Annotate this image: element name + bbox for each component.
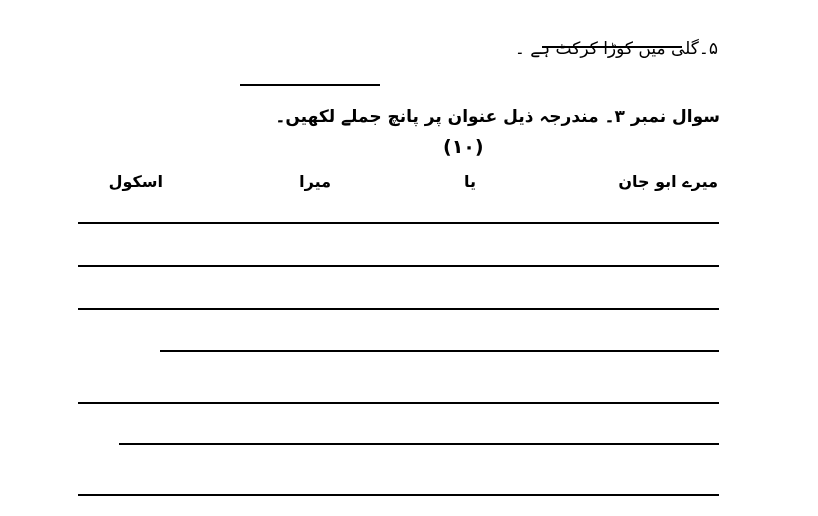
topic-option-2: میرا: [299, 172, 331, 191]
topic-option-3: اسکول: [108, 172, 163, 191]
writing-line-3[interactable]: [78, 308, 719, 310]
writing-line-4[interactable]: [160, 350, 719, 352]
answer-blank-question-5[interactable]: [240, 84, 380, 86]
writing-line-6[interactable]: [119, 443, 719, 445]
writing-line-7[interactable]: [78, 494, 719, 496]
topic-or-separator: یا: [463, 172, 476, 191]
writing-line-2[interactable]: [78, 265, 719, 267]
question-5-sentence: ۵۔گلی میں کوڑا کرکٹ ہے ۔: [514, 39, 718, 59]
question-3-marks: (۱۰): [443, 136, 484, 158]
topic-option-1: میرے ابو جان: [618, 172, 718, 191]
writing-line-1[interactable]: [78, 222, 719, 224]
writing-line-5[interactable]: [78, 402, 719, 404]
question-3-heading: سوال نمبر ۳۔ مندرجہ ذیل عنوان پر پانچ جملے لکھیں۔: [275, 107, 720, 127]
